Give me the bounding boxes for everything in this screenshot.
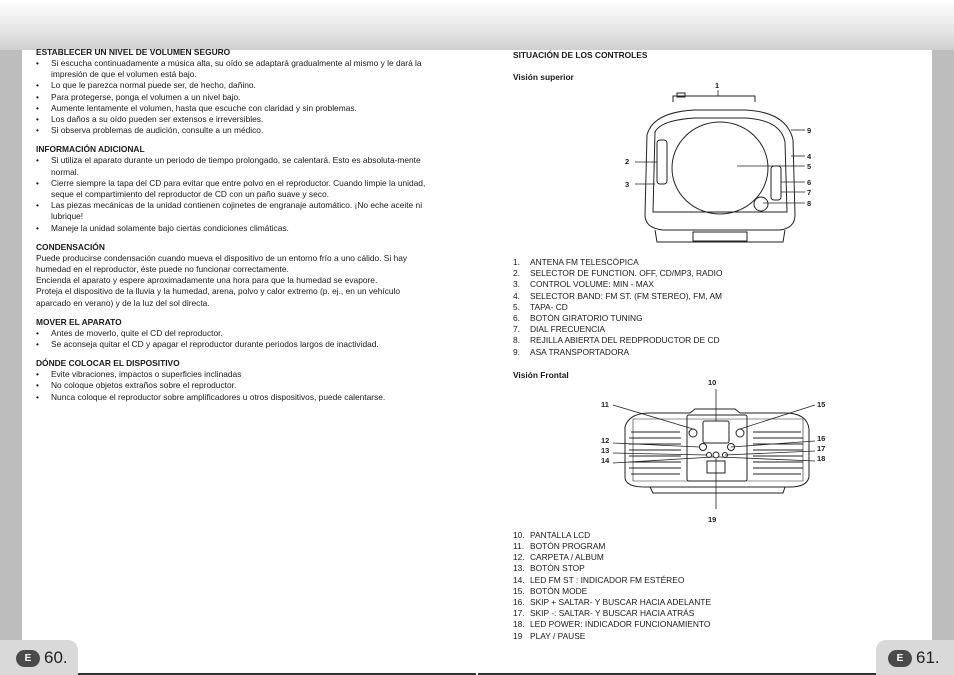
paragraph: Encienda el aparato y espere aproximadamente una hora para que la humedad se evapore.	[36, 275, 378, 286]
language-badge: E	[16, 650, 40, 667]
paragraph: Puede producirse condensación cuando mueva el dispositivo de un entorno frío a uno cálido. Si hay humedad en el reproductor, éste puede no funcionar correctamente.	[36, 252, 408, 275]
list-item: • Si observa problemas de audición, consulte a un médico.	[36, 125, 436, 136]
top-view-illustration	[595, 80, 845, 252]
section-heading: INFORMACIÓN ADICIONAL	[36, 144, 145, 155]
bullet-list	[36, 328, 436, 350]
bullet-list	[36, 58, 436, 136]
list-item: 19 PLAY / PAUSE	[513, 630, 586, 641]
bullet-list	[36, 155, 436, 233]
list-item: • Los daños a su oído pueden ser extensos e irreversibles.	[36, 114, 436, 125]
front-view-diagram	[595, 377, 845, 527]
list-item: • Cierre siempre la tapa del CD para evitar que entre polvo en el reproductor. Cuando limpie la unidad, seque el compartimiento del reproductor de CD con un paño suave y seco.	[36, 178, 436, 200]
callout-label: 15	[817, 400, 826, 409]
callout-label: 5	[807, 162, 812, 171]
list-item: • Aumente lentamente el volumen, hasta que escuche con claridad y sin problemas.	[36, 103, 436, 114]
section-colocar	[36, 358, 436, 403]
list-item: 1. ANTENA FM TELESCÓPICA	[513, 257, 639, 267]
list-item: • Nunca coloque el reproductor sobre amplificadores u otros dispositivos, puede calentarse.	[36, 392, 436, 403]
callout-label: 1	[715, 81, 720, 90]
section-mover	[36, 317, 436, 350]
section-heading: MOVER EL APARATO	[36, 316, 122, 327]
right-margin-bar	[932, 50, 954, 675]
section-heading: DÓNDE COLOCAR EL DISPOSITIVO	[36, 358, 180, 369]
callout-label: 6	[807, 178, 812, 187]
callout-label: 3	[625, 180, 630, 189]
page-number-text: 61.	[916, 648, 940, 667]
list-item: 11. BOTÓN PROGRAM	[513, 541, 606, 552]
front-view-legend	[513, 530, 883, 642]
list-item: • Se aconseja quitar el CD y apagar el reproductor durante periodos largos de inactividad.	[36, 339, 436, 350]
list-item: 3. CONTROL VOLUME: MIN - MAX	[513, 279, 654, 290]
list-item: 8. REJILLA ABIERTA DEL REDPRODUCTOR DE CD	[513, 335, 720, 346]
list-item: 5. TAPA- CD	[513, 301, 568, 312]
list-item: • Antes de moverlo, quite el CD del reproductor.	[36, 328, 436, 339]
page-number-text: 60.	[44, 648, 68, 667]
callout-label: 13	[601, 446, 610, 455]
callout-label: 14	[601, 456, 610, 465]
list-item: • Evite vibraciones, impactos o superficies inclinadas	[36, 369, 436, 380]
callout-label: 7	[807, 188, 812, 197]
list-item: 13. BOTÓN STOP	[513, 563, 585, 574]
list-item: • Las piezas mecánicas de la unidad contienen cojinetes de engranaje automático. ¡No eche aceite ni lubrique!	[36, 200, 436, 222]
section-condensacion	[36, 242, 436, 309]
header-band	[0, 0, 954, 50]
list-item: 14. LED FM ST : INDICADOR FM ESTÉREO	[513, 574, 685, 585]
list-item: 12. CARPETA / ALBUM	[513, 552, 604, 563]
list-item: • Para protegerse, ponga el volumen a un nivel bajo.	[36, 92, 436, 103]
subheading-top-view: Visión superior	[513, 72, 574, 82]
callout-label: 16	[817, 434, 826, 443]
list-item: 17. SKIP -: SALTAR- Y BUSCAR HACIA ATRÁS	[513, 608, 695, 619]
callout-label: 8	[807, 199, 812, 208]
bullet-list	[36, 369, 436, 403]
list-item: 15. BOTÓN MODE	[513, 585, 588, 596]
top-view-legend	[513, 257, 883, 358]
callout-label: 2	[625, 157, 630, 166]
left-margin-bar	[0, 50, 22, 675]
list-item: 16. SKIP + SALTAR- Y BUSCAR HACIA ADELANTE	[513, 597, 711, 608]
callout-label: 9	[807, 126, 812, 135]
section-volumen	[36, 47, 436, 136]
front-view-illustration	[595, 377, 845, 527]
list-item: • Si escucha continuadamente a música alta, su oído se adaptará gradualmente al mismo y le dará la impresión de que el volumen está bajo.	[36, 58, 436, 80]
list-item: • Maneje la unidad solamente bajo ciertas condiciones climáticas.	[36, 223, 436, 234]
list-item: 6. BOTÓN GIRATORIO TUNING	[513, 313, 643, 324]
left-page-content	[36, 47, 436, 411]
subheading-front-view: Visión Frontal	[513, 369, 569, 380]
list-item: • Lo que le parezca normal puede ser, de hecho, dañino.	[36, 80, 436, 91]
list-item: 4. SELECTOR BAND: FM ST. (FM STEREO), FM, AM	[513, 290, 723, 301]
callout-label: 10	[708, 378, 717, 387]
callout-label: 17	[817, 444, 826, 453]
list-item: 2. SELECTOR DE FUNCTION. OFF, CD/MP3, RADIO	[513, 268, 723, 279]
list-item: • No coloque objetos extraños sobre el reproductor.	[36, 380, 436, 391]
list-item: 18. LED POWER: INDICADOR FUNCIONAMIENTO	[513, 619, 711, 630]
list-item: 7. DIAL FRECUENCIA	[513, 324, 606, 335]
callout-label: 12	[601, 436, 610, 445]
section-info	[36, 144, 436, 233]
left-page-number	[16, 648, 68, 668]
page-title: SITUACIÓN DE LOS CONTROLES	[513, 50, 648, 60]
top-view-diagram	[595, 80, 845, 252]
section-heading: CONDENSACIÓN	[36, 241, 105, 252]
callout-label: 19	[708, 515, 717, 524]
callout-label: 18	[817, 454, 826, 463]
section-heading: ESTABLECER UN NIVEL DE VOLUMEN SEGURO	[36, 47, 231, 57]
callout-label: 4	[807, 152, 812, 161]
language-badge: E	[888, 650, 912, 667]
callout-label: 11	[601, 400, 609, 409]
list-item: 9. ASA TRANSPORTADORA	[513, 346, 630, 357]
paragraph: Proteja el dispositivo de la lluvia y la humedad, arena, polvo y calor extremo (p. ej., en un vehículo aparcado en verano) y de la luz del sol directa.	[36, 286, 401, 308]
list-item: • Si utiliza el aparato durante un periodo de tiempo prolongado, se calentará. Esto es absoluta-mente normal.	[36, 155, 436, 177]
list-item: 10. PANTALLA LCD	[513, 529, 591, 540]
right-page-number	[888, 648, 940, 668]
